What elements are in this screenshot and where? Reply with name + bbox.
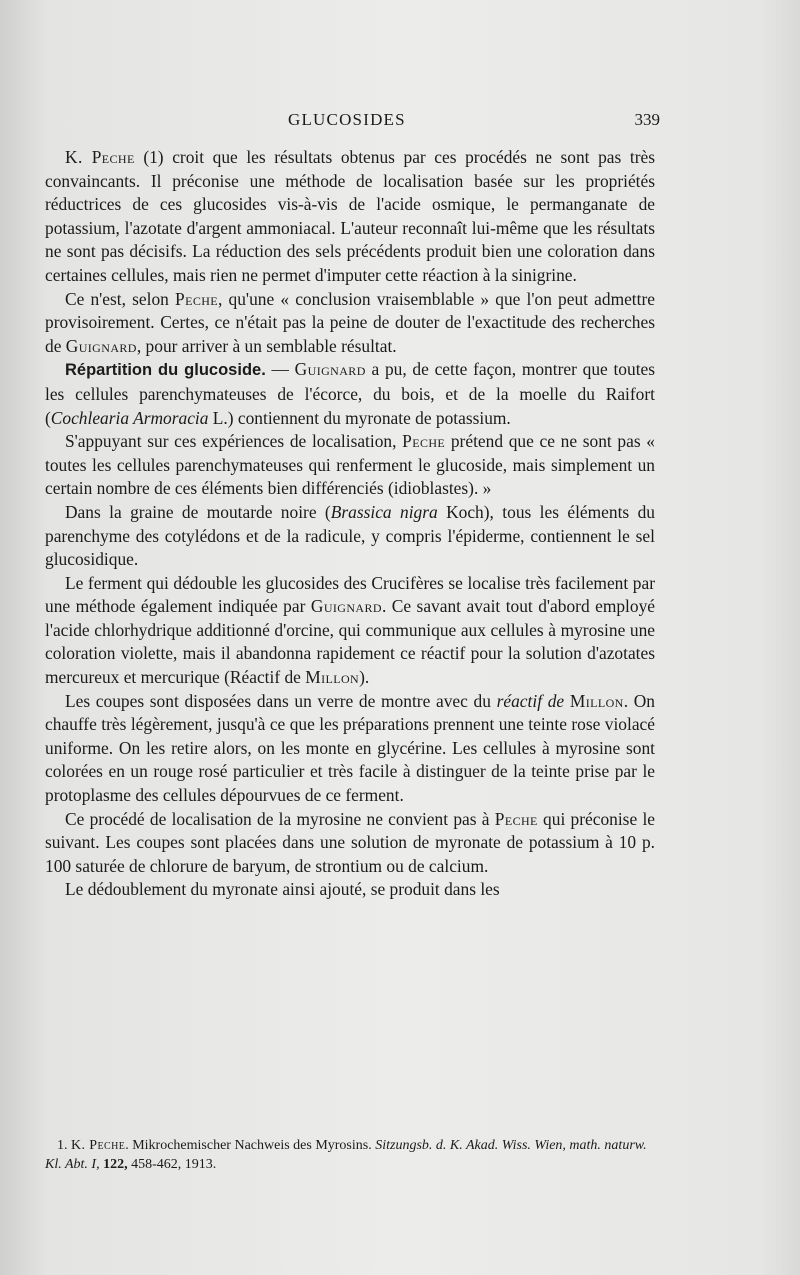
paragraph-2 [45, 288, 655, 359]
footnote-journal: Sitzungsb. d. K. Akad. Wiss. Wien, math. naturw. Kl. Abt. I, [45, 1138, 647, 1172]
paragraph-6 [45, 572, 655, 690]
footnote-pages: 458-462, 1913. [127, 1157, 217, 1172]
footnote-number: 1. [57, 1138, 68, 1153]
footnote [45, 1136, 655, 1174]
paragraph-text: Le ferment qui dédouble les glucosides des Crucifères se localise très facilement par une méthode également indiquée par [45, 572, 655, 617]
paragraph-text: prétend que ce ne sont pas « toutes les cellules parenchymateuses qui renferment le glucoside, mais simplement un certain nombre de ces éléments bien différenciés (idioblastes). » [45, 431, 655, 499]
paragraph-8 [45, 808, 655, 879]
paragraph-text: ). [359, 667, 370, 688]
paragraph-text: Le dédoublement du myronate ainsi ajouté, se produit dans les [65, 879, 500, 900]
paragraph-text: Koch), tous les éléments du parenchyme des cotylédons et de la radicule, y compris l'épiderme, contiennent le sel glucosidique. [45, 501, 655, 570]
author-name: Millon [305, 667, 360, 688]
paragraph-text: , pour arriver à un semblable résultat. [136, 335, 397, 356]
paragraph-text: Dans la graine de moutarde noire ( [65, 501, 331, 522]
reagent-name: réactif de [496, 690, 570, 711]
author-name: Guignard [65, 335, 137, 356]
author-name: K. Peche [65, 147, 135, 167]
paragraph-text: . Ce savant avait tout d'abord employé l'acide chlorhydrique additionné d'orcine, qui communique aux cellules à myrosine une coloration violette, mais il abandonna rapidement ce réactif pour la solution d'azotates mercureux et mercurique (Réactif de [45, 596, 655, 688]
paragraph-5 [45, 501, 655, 572]
author-name: Peche [175, 288, 219, 309]
section-heading: Répartition du glucoside. [65, 361, 266, 380]
author-name: Guignard [294, 359, 366, 380]
paragraph-9 [45, 878, 655, 902]
footnote-volume: 122, [99, 1157, 128, 1172]
running-title: GLUCOSIDES [288, 110, 406, 129]
paragraph-text: . On chauffe très légèrement, jusqu'à ce que les préparations prennent une teinte rose violacé uniforme. On les retire alors, on les monte en glycérine. Les cellules à myrosine sont colorées en un rouge rosé particulier et très facile à distinguer de la teinte prise par le protoplasme des cellules dépourvues de ce ferment. [45, 690, 656, 806]
footnote-title: . Mikrochemischer Nachweis des Myrosins. [125, 1138, 376, 1153]
footnote-ref: (1) [143, 147, 164, 167]
paragraph-1 [45, 146, 655, 288]
species-name: Cochlearia Armoracia [50, 407, 209, 428]
author-name: Peche [494, 808, 538, 829]
body-text [45, 146, 655, 902]
paragraph-text: S'appuyant sur ces expériences de localisation, [65, 431, 403, 452]
paragraph-text: — [265, 359, 295, 380]
paragraph-text: L.) contiennent du myronate de potassium. [208, 407, 511, 428]
species-name: Brassica nigra [330, 501, 438, 522]
page-number: 339 [634, 110, 660, 129]
author-name: Peche [402, 431, 446, 452]
paragraph-text: Ce procédé de localisation de la myrosine ne convient pas à [65, 808, 495, 829]
author-name: Guignard [310, 596, 382, 617]
paragraph-text: , qu'une « conclusion vraisemblable » que l'on peut admettre provisoirement. Certes, ce n'était pas la peine de douter de l'exactitude des recherches de [45, 288, 655, 356]
running-head [60, 110, 660, 134]
paragraph-text: croit que les résultats obtenus par ces procédés ne sont pas très convaincants. Il préconise une méthode de localisation basée sur les propriétés réductrices de ces glucosides vis-à-vis de l'acide osmique, le permanganate de potassium, l'azotate d'argent ammoniacal. L'auteur reconnaît lui-même que les résultats ne sont pas décisifs. La réduction des sels précédents produit bien une coloration dans certaines cellules, mais rien ne permet d'imputer cette réaction à la sinigrine. [45, 147, 655, 285]
paragraph-3 [45, 358, 655, 430]
author-name: Millon [569, 690, 624, 711]
paragraph-text: a pu, de cette façon, montrer que toutes les cellules parenchymateuses de l'écorce, du bois, et de la moelle du Raifort ( [45, 359, 656, 428]
footnote-author: K. Peche [71, 1138, 126, 1153]
paragraph-4 [45, 430, 655, 501]
paragraph-text: Ce n'est, selon [65, 288, 176, 309]
paragraph-text: qui préconise le suivant. Les coupes sont placées dans une solution de myronate de potassium à 10 p. 100 saturée de chlorure de baryum, de strontium ou de calcium. [45, 808, 655, 876]
paragraph-7 [45, 690, 655, 808]
paragraph-text: Les coupes sont disposées dans un verre de montre avec du [65, 690, 497, 711]
